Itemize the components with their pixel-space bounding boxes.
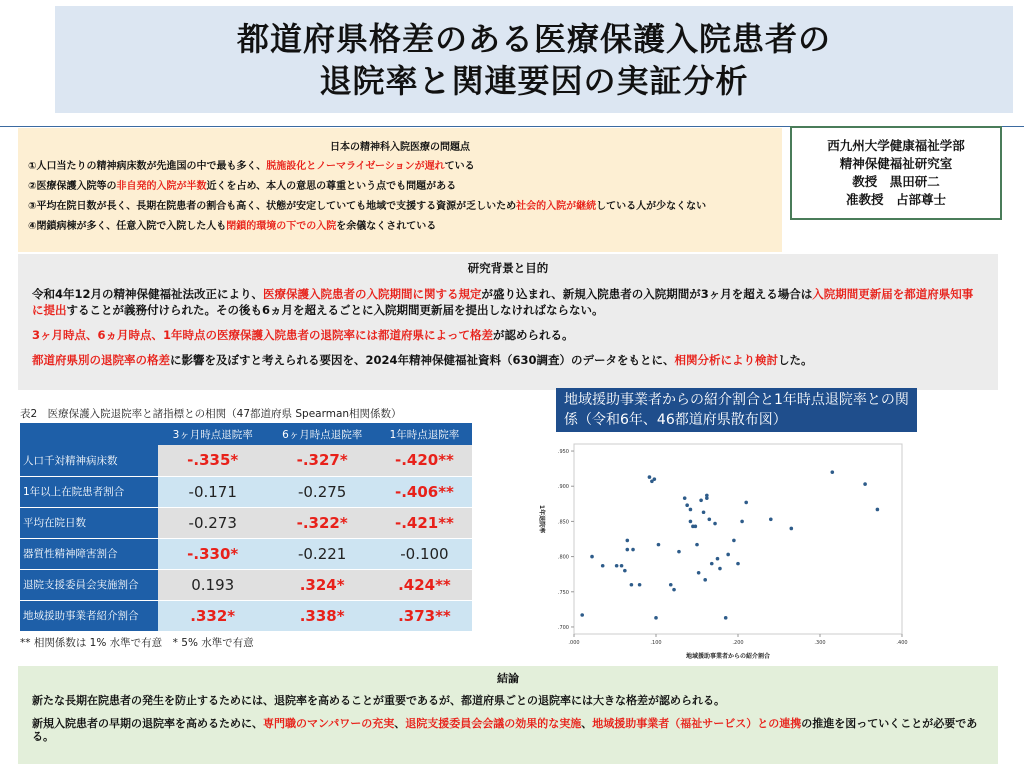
body-text: 、 xyxy=(581,717,593,730)
highlight-text: 脱施設化とノーマライゼーションが遅れ xyxy=(266,161,445,172)
table-caption: 表2 医療保護入院退院率と諸指標との相関（47都道府県 Spearman相関係数） xyxy=(20,408,402,420)
table-cell: -.406** xyxy=(377,476,472,507)
data-point xyxy=(702,510,706,514)
background-paragraph xyxy=(32,286,984,318)
y-tick-label: .850 xyxy=(557,519,569,526)
body-text: が盛り込まれ、新規入院患者の入院期間が3ヶ月を超える場合は xyxy=(481,287,813,301)
y-axis-label: 1年退院率 xyxy=(538,504,545,534)
data-point xyxy=(657,543,661,547)
table-cell: .332* xyxy=(158,600,267,631)
highlight-text: 専門職のマンパワーの充実 xyxy=(263,717,395,730)
table-cell: 0.193 xyxy=(158,569,267,600)
table-cell: .424** xyxy=(377,569,472,600)
data-point xyxy=(831,470,835,474)
highlight-text: 都道府県別の退院率の格差 xyxy=(32,353,170,367)
problems-section xyxy=(18,128,782,252)
data-point xyxy=(697,571,701,575)
data-point xyxy=(626,548,630,552)
data-point xyxy=(716,557,720,561)
data-point xyxy=(708,517,712,521)
table-row xyxy=(20,600,472,631)
table-row-label: 退院支援委員会実施割合 xyxy=(20,569,158,600)
x-tick-label: .300 xyxy=(814,640,826,646)
table-row-label: 地域援助事業者紹介割合 xyxy=(20,600,158,631)
data-point xyxy=(740,520,744,524)
data-point xyxy=(631,548,635,552)
table-row xyxy=(20,507,472,538)
data-point xyxy=(724,616,728,620)
data-point xyxy=(732,539,736,543)
x-tick-label: .400 xyxy=(896,640,908,646)
data-point xyxy=(683,496,687,500)
body-text: 新規入院患者の早期の退院率を高めるために、 xyxy=(32,717,263,730)
table-cell: -.322* xyxy=(267,507,376,538)
table-note: ** 相関係数は 1% 水準で有意 * 5% 水準で有意 xyxy=(20,637,254,649)
data-point xyxy=(669,583,673,587)
data-point xyxy=(699,498,703,502)
table-header-6month: 6ヶ月時点退院率 xyxy=(267,423,376,445)
table-cell: -.420** xyxy=(377,445,472,476)
data-point xyxy=(626,539,630,543)
plot-area xyxy=(574,444,902,634)
table-cell: -.421** xyxy=(377,507,472,538)
data-point xyxy=(744,501,748,505)
body-text: の推進を図っていくことが必要である。 xyxy=(32,717,978,743)
data-point xyxy=(703,578,707,582)
affiliation-box xyxy=(790,126,1002,220)
x-tick-label: .100 xyxy=(650,640,662,646)
body-text: 新たな長期在院患者の発生を防止するためには、退院率を高めることが重要であるが、都道府県ごとの退院率には大きな格差が認められる。 xyxy=(32,694,725,707)
affiliation-line: 精神保健福祉研究室 xyxy=(839,156,953,171)
data-point xyxy=(726,553,730,557)
table-cell: .338* xyxy=(267,600,376,631)
body-text: ている xyxy=(444,161,475,172)
body-text: ①人口当たりの精神病床数が先進国の中で最も多く、 xyxy=(28,161,267,172)
table-cell: -0.100 xyxy=(377,538,472,569)
table-header-3month: 3ヶ月時点退院率 xyxy=(158,423,267,445)
highlight-text: 3ヶ月時点、6ヵ月時点、1年時点の医療保護入院患者の退院率には都道府県によって格差 xyxy=(32,328,494,342)
data-point xyxy=(638,583,642,587)
body-text: ④閉鎖病棟が多く、任意入院で入院した人も xyxy=(28,221,227,232)
affiliation-line: 西九州大学健康福祉学部 xyxy=(827,138,965,153)
y-tick-label: .800 xyxy=(557,554,569,561)
body-text: 、 xyxy=(394,717,406,730)
x-tick-label: .200 xyxy=(732,640,744,646)
highlight-text: 非自発的入院が半数 xyxy=(116,181,207,192)
body-text: に影響を及ぼすと考えられる要因を、2024年精神保健福祉資料（630調査）のデータをもとに、 xyxy=(170,353,675,367)
data-point xyxy=(790,527,794,531)
x-tick-label: .000 xyxy=(568,640,580,646)
data-point xyxy=(580,613,584,617)
background-paragraph xyxy=(32,327,984,343)
data-point xyxy=(653,477,657,481)
y-tick-label: .900 xyxy=(557,484,569,491)
table-cell: -.330* xyxy=(158,538,267,569)
table-cell: -0.171 xyxy=(158,476,267,507)
highlight-text: 退院支援委員会会議の効果的な実施 xyxy=(405,717,582,730)
title-line-1: 都道府県格差のある医療保護入院患者の xyxy=(236,19,831,58)
problem-item xyxy=(28,177,772,197)
highlight-text: 相関分析により検討 xyxy=(674,353,779,367)
body-text: ③平均在院日数が長く、長期在院患者の割合も高く、状態が安定していても地域で支援する資源が乏しいため xyxy=(28,201,517,212)
data-point xyxy=(623,569,627,573)
body-text: が認められる。 xyxy=(493,328,574,342)
table-row xyxy=(20,569,472,600)
body-text: 令和4年12月の精神保健福祉法改正により、 xyxy=(32,287,264,301)
data-point xyxy=(672,588,676,592)
data-point xyxy=(685,503,689,507)
table-cell: -.335* xyxy=(158,445,267,476)
affiliation-line: 教授 黒田研二 xyxy=(852,174,940,189)
x-axis-label: 地域援助事業者からの紹介割合 xyxy=(685,653,771,660)
table-row xyxy=(20,538,472,569)
table-cell: .373** xyxy=(377,600,472,631)
conclusion-section xyxy=(18,666,998,764)
problem-item xyxy=(28,217,772,237)
problem-item xyxy=(28,197,772,217)
table-row xyxy=(20,476,472,507)
scatter-plot xyxy=(528,434,908,664)
data-point xyxy=(694,525,698,529)
highlight-text: 入院期間更新届を都道府県知事に提出 xyxy=(32,287,974,317)
data-point xyxy=(590,555,594,559)
data-point xyxy=(863,482,867,486)
conclusion-paragraph xyxy=(32,717,984,743)
y-tick-label: .750 xyxy=(557,589,569,596)
highlight-text: 社会的入院が継続 xyxy=(516,201,597,212)
data-point xyxy=(648,475,652,479)
data-point xyxy=(876,508,880,512)
highlight-text: 閉鎖的環境の下での入院 xyxy=(226,221,337,232)
table-header-corner xyxy=(20,423,158,445)
table-row xyxy=(20,445,472,476)
conclusion-title: 結論 xyxy=(497,672,519,685)
table-row-label: 人口千対精神病床数 xyxy=(20,445,158,476)
highlight-text: 地域援助事業者（福祉サービス）との連携 xyxy=(592,717,802,730)
data-point xyxy=(677,550,681,554)
table-row-label: 器質性精神障害割合 xyxy=(20,538,158,569)
problem-item xyxy=(28,157,772,177)
affiliation-line: 准教授 占部尊士 xyxy=(845,192,946,207)
table-header-1year: 1年時点退院率 xyxy=(377,423,472,445)
table-cell: -0.273 xyxy=(158,507,267,538)
title-line-2: 退院率と関連要因の実証分析 xyxy=(319,61,749,100)
data-point xyxy=(695,543,699,547)
data-point xyxy=(615,564,619,568)
data-point xyxy=(713,522,717,526)
data-point xyxy=(654,616,658,620)
table-cell: .324* xyxy=(267,569,376,600)
data-point xyxy=(705,496,709,500)
table-cell: -.327* xyxy=(267,445,376,476)
data-point xyxy=(710,562,714,566)
data-point xyxy=(689,508,693,512)
y-tick-label: .950 xyxy=(557,449,569,456)
body-text: ②医療保護入院等の xyxy=(28,181,117,192)
data-point xyxy=(689,520,693,524)
table-row-label: 1年以上在院患者割合 xyxy=(20,476,158,507)
body-text: している人が少なくない xyxy=(596,201,707,212)
title-banner xyxy=(55,6,1013,113)
data-point xyxy=(769,517,773,521)
data-point xyxy=(736,562,740,566)
conclusion-paragraph xyxy=(32,694,984,707)
correlation-table xyxy=(20,423,472,632)
problems-title: 日本の精神科入院医療の問題点 xyxy=(330,142,470,153)
body-text: することが義務付けられた。その後も6ヵ月を超えるごとに入院期間更新届を提出しなければならない。 xyxy=(66,303,604,317)
data-point xyxy=(620,564,624,568)
data-point xyxy=(601,564,605,568)
background-title: 研究背景と目的 xyxy=(467,261,549,275)
body-text: 近くを占め、本人の意思の尊重という点でも問題がある xyxy=(206,181,457,192)
table-cell: -0.275 xyxy=(267,476,376,507)
table-cell: -0.221 xyxy=(267,538,376,569)
scatter-title: 地域援助事業者からの紹介割合と1年時点退院率との関係（令和6年、46都道府県散布図） xyxy=(556,388,917,432)
body-text: を余儀なくされている xyxy=(336,221,437,232)
background-paragraph xyxy=(32,352,984,368)
highlight-text: 医療保護入院患者の入院期間に関する規定 xyxy=(263,287,482,301)
background-section xyxy=(18,254,998,390)
data-point xyxy=(630,583,634,587)
table-row-label: 平均在院日数 xyxy=(20,507,158,538)
y-tick-label: .700 xyxy=(557,624,569,631)
body-text: した。 xyxy=(778,353,813,367)
data-point xyxy=(718,567,722,571)
